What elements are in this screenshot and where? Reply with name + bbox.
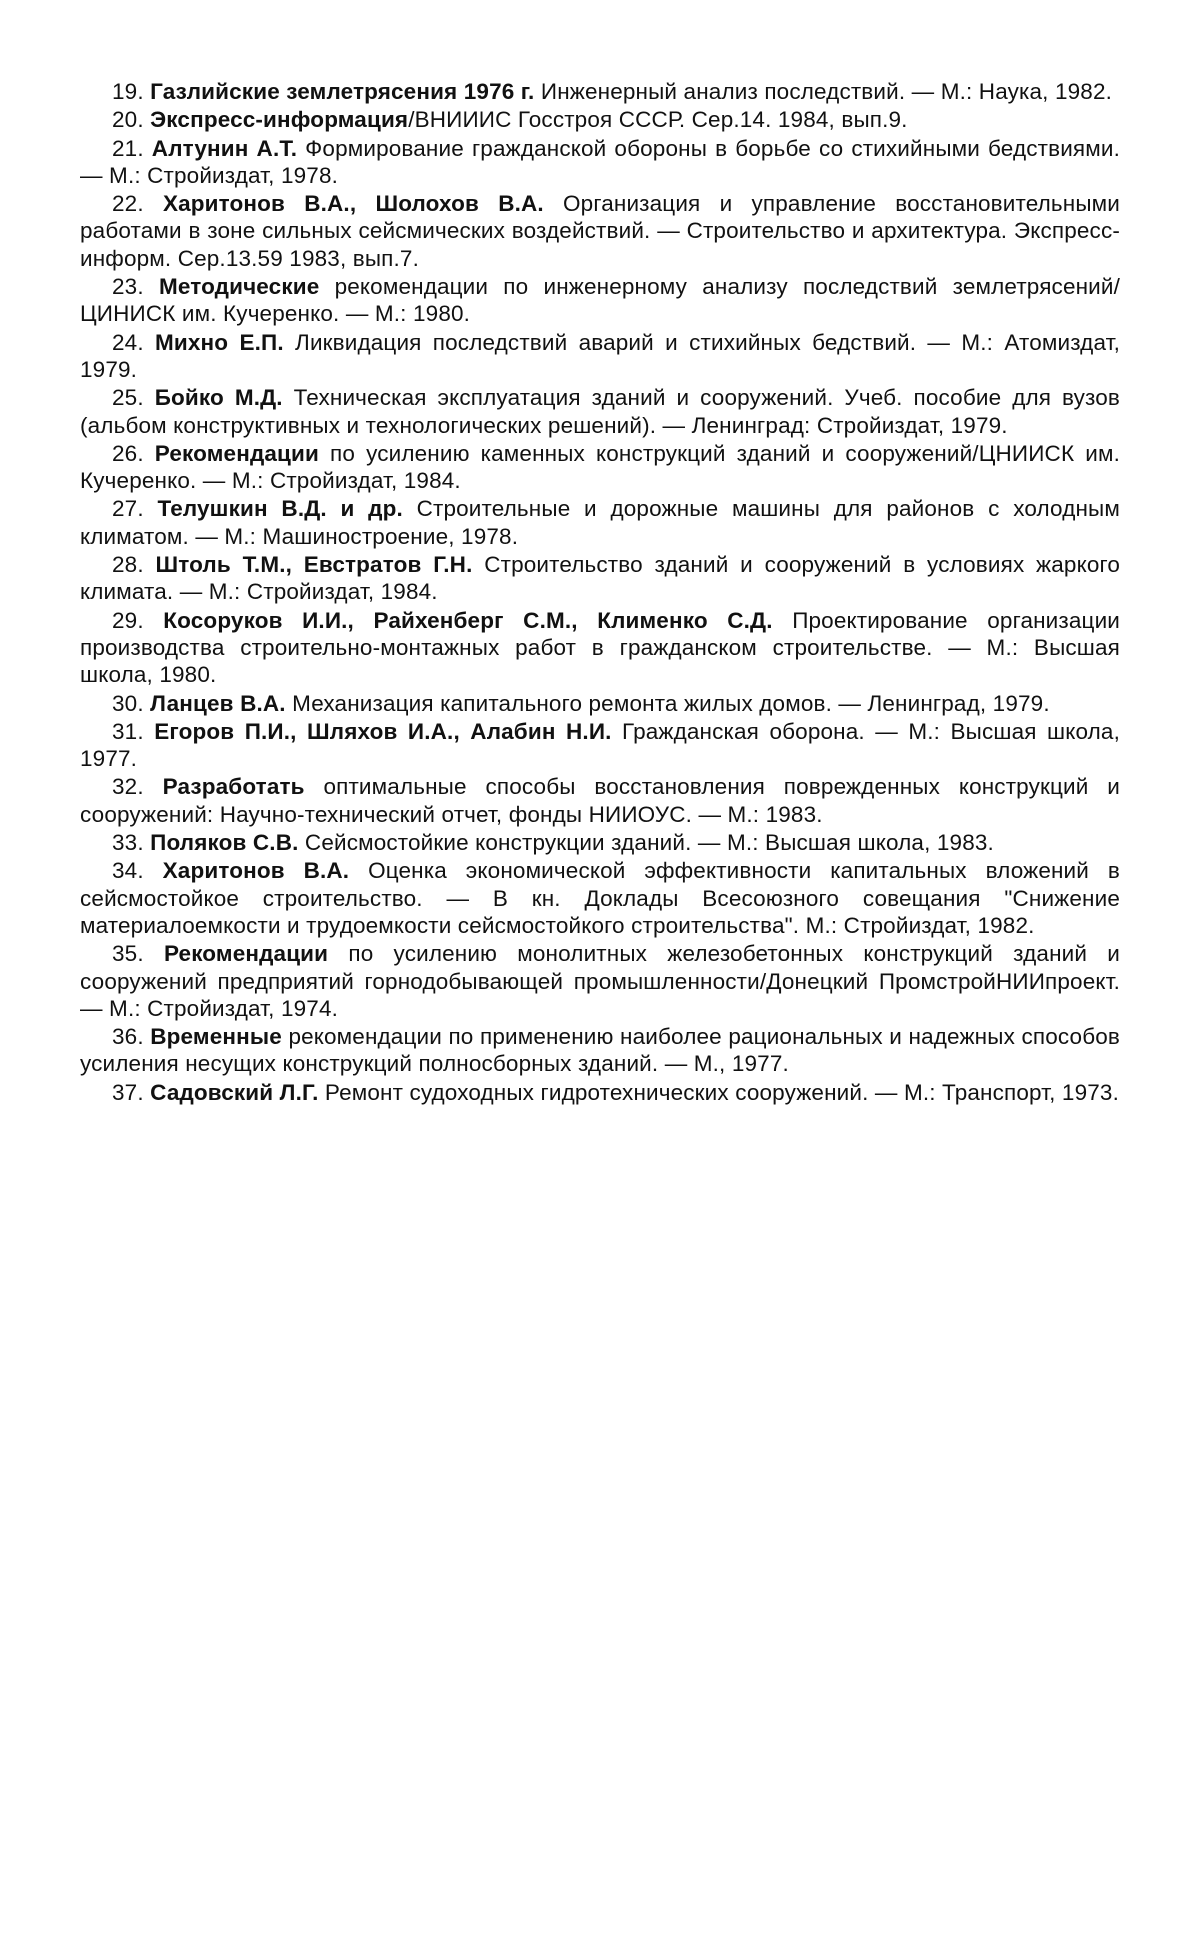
reference-item bbox=[80, 773, 1120, 828]
reference-author: Михно Е.П. bbox=[155, 329, 284, 355]
reference-number: 34. bbox=[112, 858, 144, 884]
reference-author: Егоров П.И., Шляхов И.А., Алабин Н.И. bbox=[154, 718, 612, 744]
reference-author: Рекомендации bbox=[154, 440, 319, 466]
reference-text: Ремонт судоходных гидротехнических сооружений. — М.: Транспорт, 1973. bbox=[324, 1079, 1119, 1105]
reference-author: Разработать bbox=[162, 774, 305, 800]
reference-number: 22. bbox=[112, 191, 144, 217]
reference-author: Харитонов В.А. bbox=[162, 858, 350, 884]
reference-author: Поляков С.В. bbox=[150, 830, 299, 856]
reference-author: Рекомендации bbox=[163, 941, 329, 967]
reference-item bbox=[80, 607, 1120, 689]
reference-item bbox=[80, 440, 1120, 495]
reference-text: Ликвидация последствий аварий и стихийных бедствий. — М.: Атомиздат, 1979. bbox=[80, 329, 1120, 382]
reference-text: по усилению монолитных железобетонных конструкций зданий и сооружений предприятий горнодобывающей промышленности/Донецкий ПромстройНИИпроект. — М.: Стройиздат, 1974. bbox=[80, 941, 1120, 1021]
reference-item bbox=[80, 1023, 1120, 1078]
reference-author: Садовский Л.Г. bbox=[150, 1079, 319, 1105]
bibliography-page bbox=[80, 78, 1120, 1107]
reference-text: рекомендации по применению наиболее рациональных и надежных способов усиления несущих конструкций полносборных зданий. — М., 1977. bbox=[80, 1024, 1120, 1077]
reference-text: Инженерный анализ последствий. — М.: Наука, 1982. bbox=[540, 79, 1113, 104]
reference-item bbox=[80, 384, 1120, 439]
reference-number: 21. bbox=[112, 135, 144, 161]
reference-item bbox=[80, 106, 1120, 133]
reference-author: Методические bbox=[158, 274, 320, 300]
reference-text: оптимальные способы восстановления поврежденных конструкций и сооружений: Научно-технический отчет, фонды НИИОУС. — М.: 1983. bbox=[80, 774, 1120, 827]
reference-text: Проектирование организации производства строительно-монтажных работ в гражданском строительстве. — М.: Высшая школа, 1980. bbox=[80, 607, 1121, 688]
reference-author: Газлийские землетрясения 1976 г. bbox=[150, 79, 535, 104]
reference-item bbox=[80, 829, 1120, 856]
reference-number: 23. bbox=[112, 274, 144, 300]
reference-author: Телушкин В.Д. и др. bbox=[157, 496, 403, 522]
reference-author: Штоль Т.М., Евстратов Г.Н. bbox=[155, 552, 473, 578]
reference-text: рекомендации по инженерному анализу последствий землетрясений/ ЦИНИСК им. Кучеренко. — М.: 1980. bbox=[80, 274, 1121, 327]
reference-item bbox=[80, 135, 1120, 190]
reference-item bbox=[80, 329, 1120, 384]
reference-list bbox=[80, 78, 1120, 1106]
reference-number: 27. bbox=[112, 496, 144, 522]
reference-item bbox=[80, 190, 1120, 272]
reference-author: Косоруков И.И., Райхенберг С.М., Клименко С.Д. bbox=[163, 607, 773, 633]
reference-item bbox=[80, 690, 1120, 717]
reference-text: Механизация капитального ремонта жилых домов. — Ленинград, 1979. bbox=[292, 690, 1050, 716]
reference-item bbox=[80, 273, 1120, 328]
reference-number: 28. bbox=[112, 552, 144, 578]
reference-text: Формирование гражданской обороны в борьбе со стихийными бедствиями. — М.: Стройиздат, 1978. bbox=[80, 135, 1121, 188]
reference-number: 29. bbox=[112, 607, 144, 633]
reference-author: Временные bbox=[150, 1024, 282, 1050]
reference-text: Строительство зданий и сооружений в условиях жаркого климата. — М.: Стройиздат, 1984. bbox=[80, 552, 1121, 605]
reference-number: 20. bbox=[112, 107, 144, 133]
reference-item bbox=[80, 718, 1120, 773]
reference-number: 37. bbox=[112, 1079, 144, 1105]
reference-text: /ВНИИИС Госстроя СССР. Сер.14. 1984, вып.9. bbox=[408, 107, 908, 133]
reference-item bbox=[80, 78, 1120, 105]
reference-number: 26. bbox=[112, 440, 144, 466]
reference-number: 24. bbox=[112, 329, 144, 355]
reference-item bbox=[80, 940, 1120, 1022]
reference-text: Строительные и дорожные машины для районов с холодным климатом. — М.: Машиностроение, 1978. bbox=[80, 496, 1120, 549]
reference-number: 35. bbox=[112, 941, 144, 967]
reference-number: 30. bbox=[112, 690, 144, 716]
reference-number: 25. bbox=[112, 385, 144, 411]
reference-item bbox=[80, 495, 1120, 550]
reference-number: 33. bbox=[112, 830, 144, 856]
reference-author: Бойко М.Д. bbox=[154, 385, 283, 411]
reference-text: Оценка экономической эффективности капитальных вложений в сейсмостойкое строительство. — В кн. Доклады Всесоюзного совещания "Снижение материалоемкости и трудоемкости сейсмостойкого строительства". М.: Стройиздат, 1982. bbox=[80, 858, 1120, 938]
reference-number: 32. bbox=[112, 774, 144, 800]
reference-author: Харитонов В.А., Шолохов В.А. bbox=[162, 191, 544, 217]
reference-item bbox=[80, 551, 1120, 606]
reference-number: 19. bbox=[112, 79, 144, 104]
reference-text: Организация и управление восстановительными работами в зоне сильных сейсмических воздействий. — Строительство и архитектура. Экспресс-информ. Сер.13.59 1983, вып.7. bbox=[80, 191, 1121, 271]
reference-text: по усилению каменных конструкций зданий и сооружений/ЦНИИСК им. Кучеренко. — М.: Стройиздат, 1984. bbox=[80, 440, 1120, 494]
reference-number: 36. bbox=[112, 1024, 144, 1050]
reference-author: Экспресс-информация bbox=[150, 107, 409, 133]
reference-item bbox=[80, 1079, 1120, 1106]
reference-number: 31. bbox=[112, 718, 144, 744]
reference-text: Сейсмостойкие конструкции зданий. — М.: Высшая школа, 1983. bbox=[304, 830, 994, 856]
reference-item bbox=[80, 857, 1120, 939]
reference-author: Алтунин А.Т. bbox=[151, 135, 298, 161]
reference-author: Ланцев В.А. bbox=[150, 690, 286, 716]
reference-text: Гражданская оборона. — М.: Высшая школа, 1977. bbox=[80, 718, 1120, 772]
reference-text: Техническая эксплуатация зданий и сооружений. Учеб. пособие для вузов (альбом конструктивных и технологических решений). — Ленинград: Стройиздат, 1979. bbox=[80, 385, 1121, 438]
